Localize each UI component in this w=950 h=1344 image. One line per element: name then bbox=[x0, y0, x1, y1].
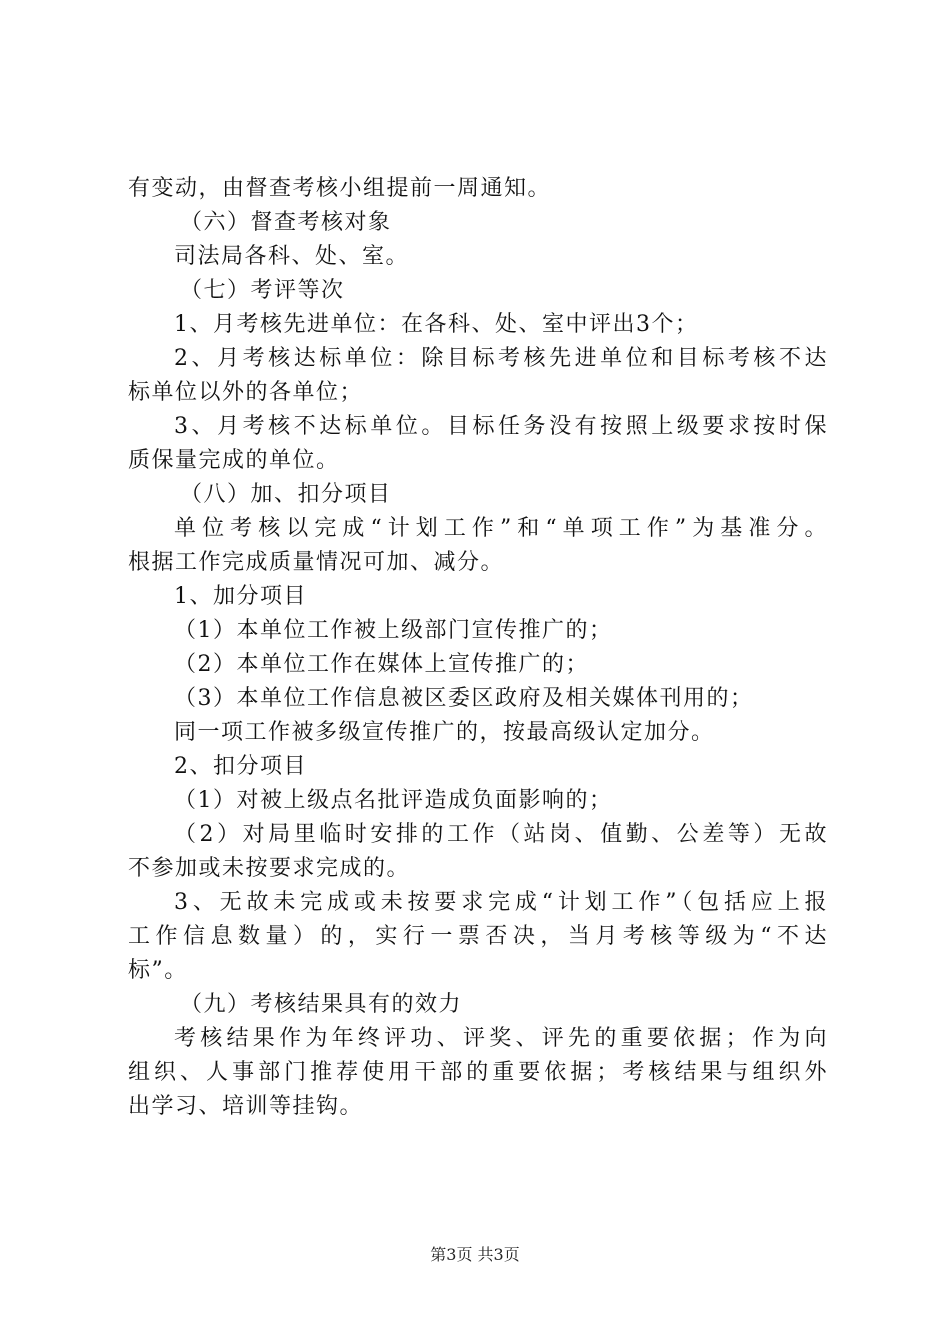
page-number-footer: 第3页 共3页 bbox=[430, 1245, 520, 1264]
list-item: （1）本单位工作被上级部门宣传推广的； bbox=[174, 618, 613, 643]
list-item: 3、无故未完成或未按要求完成“计划工作”（包括应上报 bbox=[174, 890, 828, 915]
paragraph-line: 有变动，由督查考核小组提前一周通知。 bbox=[128, 176, 552, 201]
list-item: （3）本单位工作信息被区委区政府及相关媒体刊用的； bbox=[174, 686, 754, 711]
section-heading-6: （六）督查考核对象 bbox=[180, 210, 392, 235]
paragraph-line: 根据工作完成质量情况可加、减分。 bbox=[128, 550, 505, 575]
paragraph-line: 工作信息数量）的，实行一票否决，当月考核等级为“不达 bbox=[128, 924, 828, 949]
paragraph-line: 不参加或未按要求完成的。 bbox=[128, 856, 411, 881]
paragraph-line: 单位考核以完成“计划工作”和“单项工作”为基准分。 bbox=[174, 516, 828, 541]
paragraph-line: 司法局各科、处、室。 bbox=[174, 244, 410, 269]
list-item: 2、月考核达标单位：除目标考核先进单位和目标考核不达 bbox=[174, 346, 828, 371]
paragraph-line: 考核结果作为年终评功、评奖、评先的重要依据；作为向 bbox=[174, 1026, 828, 1051]
list-item: （2）对局里临时安排的工作（站岗、值勤、公差等）无故 bbox=[174, 822, 828, 847]
list-item: 1、加分项目 bbox=[174, 584, 307, 609]
paragraph-line: 标”。 bbox=[128, 958, 188, 983]
section-heading-7: （七）考评等次 bbox=[180, 278, 345, 303]
list-item: 2、扣分项目 bbox=[174, 754, 307, 779]
document-body bbox=[128, 172, 828, 1124]
section-heading-8: （八）加、扣分项目 bbox=[180, 482, 392, 507]
section-heading-9: （九）考核结果具有的效力 bbox=[180, 992, 463, 1017]
paragraph-line: 组织、人事部门推荐使用干部的重要依据；考核结果与组织外 bbox=[128, 1060, 828, 1085]
list-item: 1、月考核先进单位：在各科、处、室中评出3个； bbox=[174, 312, 699, 337]
paragraph-line: 质保量完成的单位。 bbox=[128, 448, 340, 473]
list-item: （2）本单位工作在媒体上宣传推广的； bbox=[174, 652, 589, 677]
paragraph-line: 同一项工作被多级宣传推广的，按最高级认定加分。 bbox=[174, 720, 715, 745]
list-item: （1）对被上级点名批评造成负面影响的； bbox=[174, 788, 613, 813]
paragraph-line: 标单位以外的各单位； bbox=[128, 380, 364, 405]
list-item: 3、月考核不达标单位。目标任务没有按照上级要求按时保 bbox=[174, 414, 828, 439]
paragraph-line: 出学习、培训等挂钩。 bbox=[128, 1094, 364, 1119]
